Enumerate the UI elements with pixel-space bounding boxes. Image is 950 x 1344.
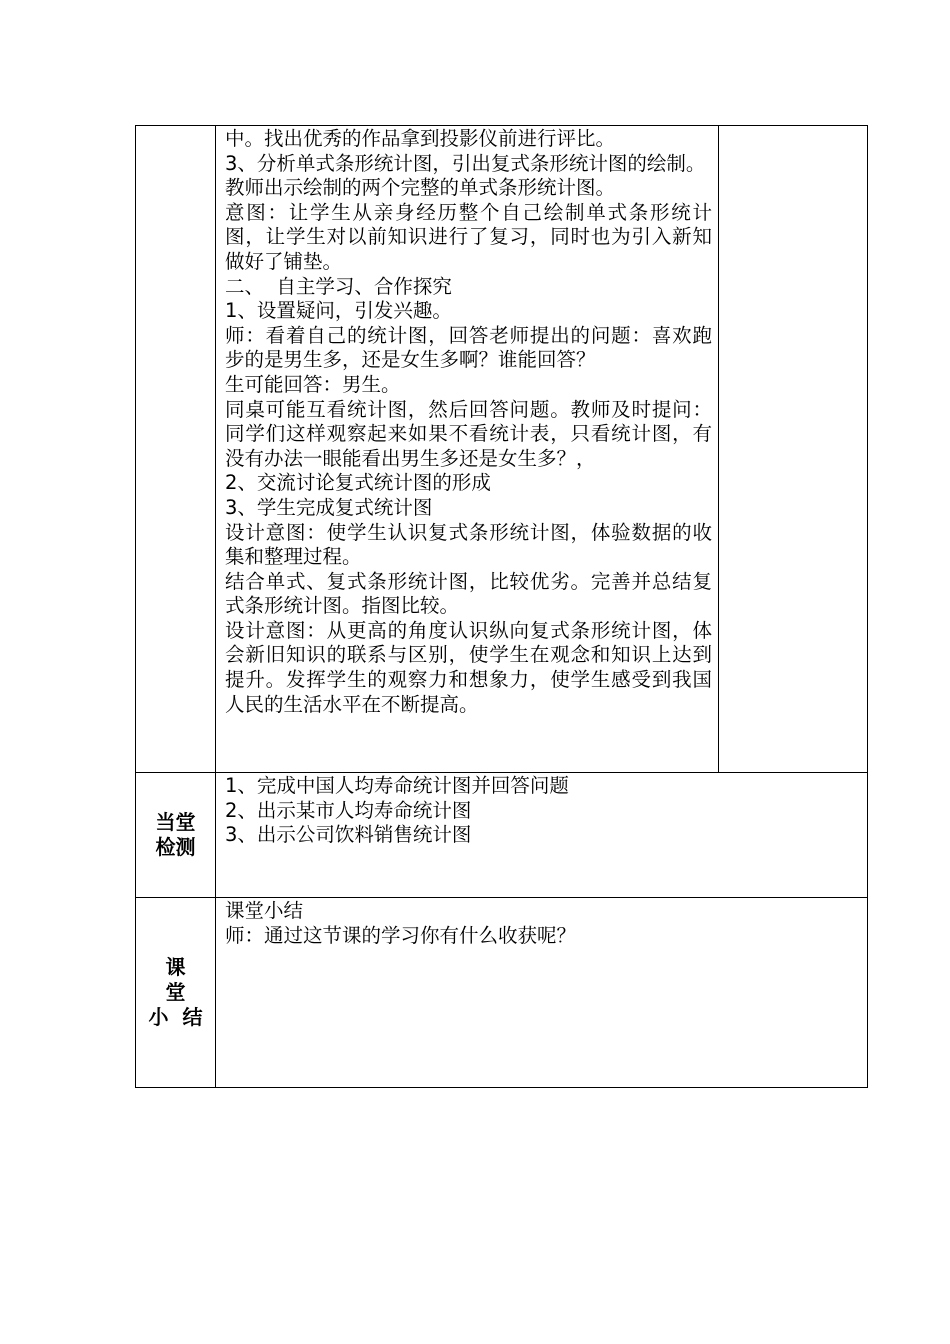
- summary-content-cell: [216, 898, 868, 1088]
- summary-line: 师：通过这节课的学习你有什么收获呢？: [225, 923, 577, 947]
- classroom-summary-row: [136, 898, 868, 1088]
- process-line: 设计意图：从更高的角度认识纵向复式条形统计图，体会新旧知识的联系与区别，使学生在观念和知识上达到提升。发挥学生的观察力和想象力，使学生感受到我国人民的生活水平在不断提高。: [225, 618, 712, 716]
- summary-label-line: 课: [165, 955, 186, 979]
- summary-label-cell: [136, 898, 216, 1088]
- process-line: 师：看着自己的统计图，回答老师提出的问题：喜欢跑步的是男生多，还是女生多啊？谁能回答？: [225, 323, 712, 372]
- check-label-line: 检测: [155, 835, 196, 859]
- process-line: 结合单式、复式条形统计图，比较优劣。完善并总结复式条形统计图。指图比较。: [225, 569, 712, 618]
- process-line: 意图：让学生从亲身经历整个自己绘制单式条形统计图，让学生对以前知识进行了复习，同时也为引入新知做好了铺垫。: [225, 200, 712, 273]
- classroom-check-row: [136, 773, 868, 898]
- process-note-cell: [719, 126, 868, 773]
- check-line: 3、出示公司饮料销售统计图: [225, 823, 472, 847]
- process-line: 2、交流讨论复式统计图的形成: [225, 471, 491, 495]
- process-line: 3、学生完成复式统计图: [225, 495, 433, 519]
- summary-label-line: 小 结: [148, 1005, 203, 1029]
- process-line: 教师出示绘制的两个完整的单式条形统计图。: [225, 176, 616, 200]
- process-line: 3、分析单式条形统计图，引出复式条形统计图的绘制。: [225, 151, 706, 175]
- check-line: 2、出示某市人均寿命统计图: [225, 798, 472, 822]
- process-line: 生可能回答：男生。: [225, 372, 401, 396]
- check-line: 1、完成中国人均寿命统计图并回答问题: [225, 774, 569, 797]
- process-line: 二、 自主学习、合作探究: [225, 274, 452, 298]
- check-content-cell: [216, 773, 868, 898]
- check-label-line: 当堂: [155, 810, 196, 834]
- process-line: 中。找出优秀的作品拿到投影仪前进行评比。: [225, 127, 616, 150]
- summary-line: 课堂小结: [225, 899, 304, 922]
- process-line: 同桌可能互看统计图，然后回答问题。教师及时提问：同学们这样观察起来如果不看统计表，只看统计图，有没有办法一眼能看出男生多还是女生多？，: [225, 397, 712, 470]
- check-label-cell: [136, 773, 216, 898]
- lesson-plan-table: [135, 125, 868, 1088]
- process-label-cell: [136, 126, 216, 773]
- process-content-cell: [216, 126, 719, 773]
- process-line: 设计意图：使学生认识复式条形统计图，体验数据的收集和整理过程。: [225, 520, 712, 569]
- summary-label-line: 堂: [165, 980, 186, 1004]
- teaching-process-row: [136, 126, 868, 773]
- process-line: 1、设置疑问，引发兴趣。: [225, 299, 452, 323]
